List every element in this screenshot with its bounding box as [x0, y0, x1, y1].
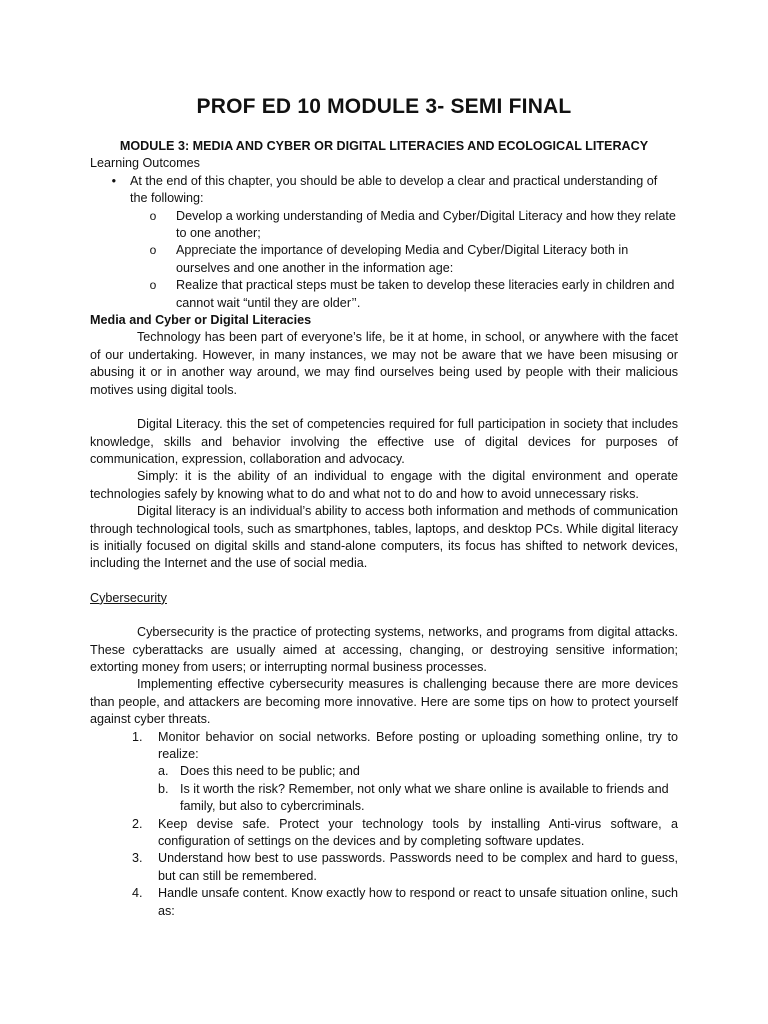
tip-number: 4. [132, 886, 143, 901]
document-body [90, 94, 678, 920]
sub-bullet-marker: o [149, 243, 157, 258]
outcome-item [90, 242, 678, 277]
subitem-text: Does this need to be public; and [180, 764, 360, 779]
outcome-text: Realize that practical steps must be taken to develop these literacies early in children and cannot wait “until they are older’’. [176, 278, 675, 310]
digital-literacy-detail-paragraph: Digital literacy is an individual’s ability to access both information and methods of communication through technological tools, such as smartphones, tables, laptops, and desktop PCs. While digital literacy is initially focused on digital skills and stand-alone computers, its focus has shifted to network devices, including the Internet and the use of social media. [90, 504, 678, 571]
paragraph-gap [90, 399, 678, 416]
outcome-item [90, 277, 678, 312]
digital-literacy-paragraph: Digital Literacy. this the set of competencies required for full participation in society that includes knowledge, skills and behavior involving the effective use of digital devices for purposes of communication, expression, collaboration and advocacy. [90, 417, 678, 466]
simply-paragraph: Simply: it is the ability of an individual to engage with the digital environment and operate technologies safely by knowing what to do and what not to do and how to avoid unnecessary risks. [90, 469, 678, 501]
sub-bullet-marker: o [149, 278, 157, 293]
tip-number: 3. [132, 851, 143, 866]
module-heading: MODULE 3: MEDIA AND CYBER OR DIGITAL LITERACIES AND ECOLOGICAL LITERACY [119, 139, 649, 153]
tip-text: Understand how best to use passwords. Passwords need to be complex and hard to guess, but can still be remembered. [158, 851, 678, 883]
tip-text: Monitor behavior on social networks. Before posting or uploading something online, try to realize: [158, 729, 678, 761]
tip-item [90, 729, 678, 764]
tip-item [90, 850, 678, 885]
paragraph-gap [90, 607, 678, 624]
learning-outcomes-bullet [90, 173, 678, 208]
outcome-item [90, 208, 678, 243]
tip-number: 2. [132, 816, 143, 831]
bullet-text: At the end of this chapter, you should be able to develop a clear and practical understanding of the following: [130, 173, 658, 206]
cybersecurity-paragraph: Cybersecurity is the practice of protecting systems, networks, and programs from digital attacks. These cyberattacks are usually aimed at accessing, changing, or destroying sensitive information; extorting money from users; or interrupting normal business processes. [90, 625, 678, 674]
tip-text: Keep devise safe. Protect your technology tools by installing Anti-virus software, a configuration of settings on the devices and by completing software updates. [158, 816, 678, 849]
tip-subitem [90, 781, 678, 816]
cybersecurity-heading: Cybersecurity [90, 590, 167, 605]
media-section-heading: Media and Cyber or Digital Literacies [90, 313, 312, 328]
tip-subitem [90, 763, 678, 780]
tip-text: Handle unsafe content. Know exactly how to respond or react to unsafe situation online, such as: [158, 886, 678, 918]
tip-item [90, 816, 678, 851]
subitem-text: Is it worth the risk? Remember, not only what we share online is available to friends and family, but also to cybercriminals. [180, 781, 669, 814]
subitem-letter: b. [158, 781, 169, 796]
outcome-text: Appreciate the importance of developing Media and Cyber/Digital Literacy both in ourselves and one another in the information age: [176, 243, 629, 275]
media-paragraph: Technology has been part of everyone’s life, be it at home, in school, or anywhere with the facet of our undertaking. However, in many instances, we may not be aware that we have been misusing or abusing it or in another way around, we may find ourselves being used by people with their malicious motives using digital tools. [90, 330, 678, 397]
cybersecurity-measures-paragraph: Implementing effective cybersecurity measures is challenging because there are more devices than people, and attackers are becoming more innovative. Here are some tips on how to protect yourself against cyber threats. [90, 677, 678, 727]
subitem-letter: a. [158, 764, 169, 779]
paragraph-gap [90, 573, 678, 590]
page-title: PROF ED 10 MODULE 3- SEMI FINAL [196, 95, 572, 118]
tip-number: 1. [132, 729, 143, 744]
outcome-text: Develop a working understanding of Media and Cyber/Digital Literacy and how they relate to one another; [176, 208, 676, 241]
sub-bullet-marker: o [149, 208, 157, 223]
tip-item [90, 885, 678, 920]
learning-outcomes-heading: Learning Outcomes [90, 156, 200, 171]
bullet-marker: • [111, 173, 116, 188]
